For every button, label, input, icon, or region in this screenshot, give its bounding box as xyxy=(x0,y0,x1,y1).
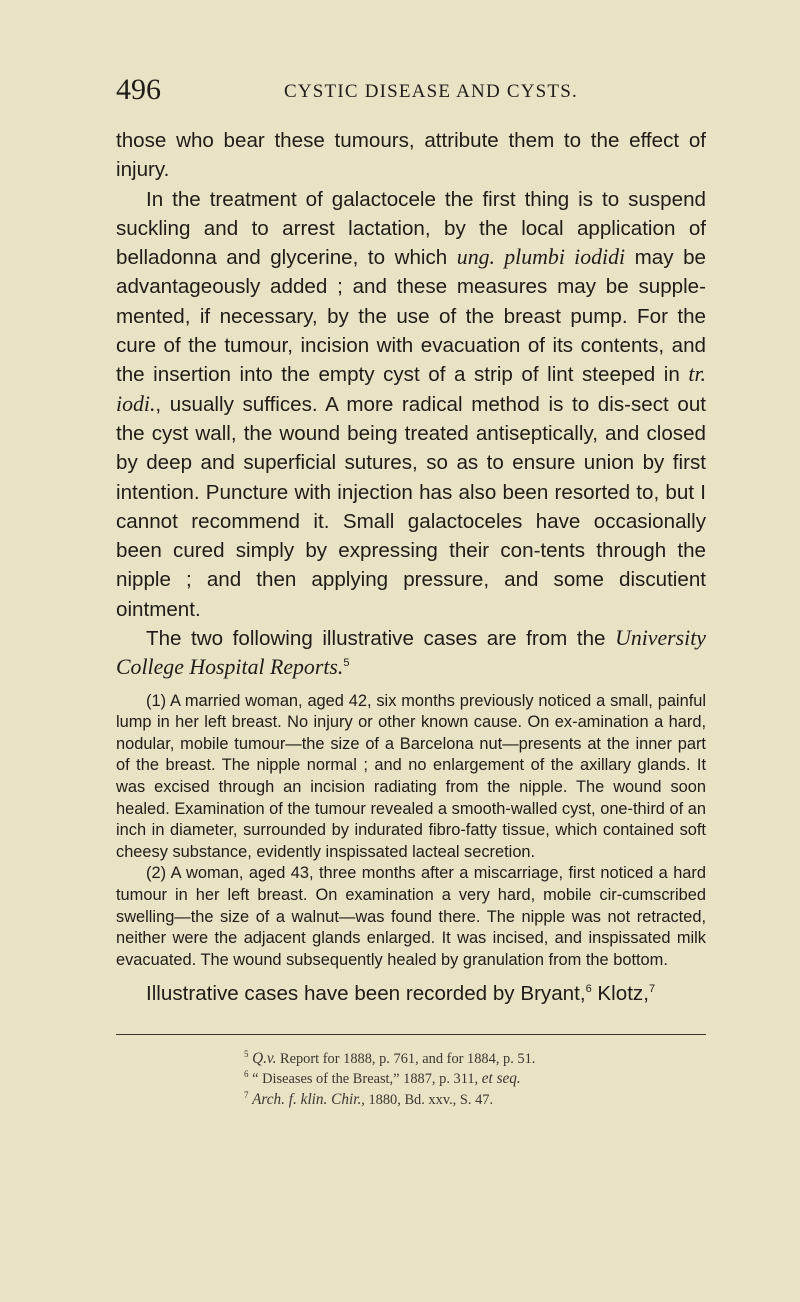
paragraph-recorded-cases xyxy=(116,979,706,1008)
case-report-2 xyxy=(116,863,706,971)
case-text: (2) A woman, aged 43, three months after a miscarriage, first noticed a hard tumour in her left breast. On examination a very hard, mobile cir-cumscribed swelling—the size of a walnut—was found there. The nipple was not retracted, neither were the adjacent glands enlarged. It was incised, and inspissated milk evacuated. The wound subsequently healed by granulation from the bottom. xyxy=(116,864,706,969)
footnote-divider xyxy=(116,1034,706,1035)
footnote-ref: 6 xyxy=(585,983,592,996)
footnote-text: Report for 1888, p. 761, and for 1884, p. 51. xyxy=(276,1050,536,1067)
footnote-6 xyxy=(244,1069,706,1090)
footnote-mark: 7 xyxy=(244,1089,249,1100)
case-text: (1) A married woman, aged 42, six months previously noticed a small, painful lump in her left breast. No injury or other known cause. On ex-amination a hard, nodular, mobile tumour—the size of a Barcelona nut—presents at the inner part of the breast. The nipple normal ; and no enlargement of the axillary glands. It was excised through an incision radiating from the nipple. The wound soon healed. Examination of the tumour revealed a smooth-walled cyst, one-third of an inch in diameter, surrounded by indurated fibro-fatty tissue, which contained soft cheesy substance, evidently inspissated lacteal secretion. xyxy=(116,691,706,861)
paragraph-text: Illustrative cases have been recorded by Bryant, xyxy=(146,982,586,1006)
case-reports xyxy=(116,691,706,972)
footnote-7 xyxy=(244,1090,706,1111)
book-page xyxy=(116,72,706,1110)
italic-term: tr. iodi. xyxy=(116,362,706,416)
body-text xyxy=(116,126,706,1009)
footnote-italic: Q.v. xyxy=(252,1049,277,1067)
footnote-italic: Arch. f. klin. Chir. xyxy=(252,1090,362,1108)
paragraph-text: may be advantageously added ; and these measures may be supple-mented, if necessary, by the use of the breast pump. For the cure of the tumour, incision with evacuation of its contents, and the insertion into the empty cyst of a strip of lint steeped in xyxy=(116,246,706,387)
paragraph-cases-intro xyxy=(116,624,706,683)
paragraph-text: The two following illustrative cases are from the xyxy=(146,627,616,651)
italic-citation: University College Hospital Reports. xyxy=(116,626,706,680)
footnote-ref: 5 xyxy=(343,657,350,670)
footnote-ref: 7 xyxy=(648,983,656,996)
footnote-text: “ Diseases of the Breast,” 1887, p. 311, xyxy=(248,1071,482,1088)
footnote-italic: et seq. xyxy=(481,1070,521,1088)
paragraph-text: , usually suffices. A more radical method is to dis-sect out the cyst wall, the wound being treated antiseptically, and closed by deep and superficial sutures, so as to ensure union by first intention. Puncture with injection has also been resorted to, but I cannot recommend it. Small galactoceles have occasionally been cured simply by expressing their con-tents through the nipple ; and then applying pressure, and some discutient ointment. xyxy=(116,392,706,621)
paragraph-text: those who bear these tumours, attribute them to the effect of injury. xyxy=(116,129,706,182)
paragraph-text: Klotz, xyxy=(591,982,649,1006)
case-report-1 xyxy=(116,691,706,864)
running-title: CYSTIC DISEASE AND CYSTS. xyxy=(284,81,578,102)
italic-term: ung. plumbi iodidi xyxy=(456,245,626,270)
paragraph-treatment xyxy=(116,185,706,624)
footnote-5 xyxy=(244,1049,706,1070)
paragraph-injury xyxy=(116,126,706,185)
page-number: 496 xyxy=(116,73,161,106)
footnote-mark: 5 xyxy=(244,1048,249,1059)
paragraph-text: In the treatment of galactocele the first thing is to suspend suckling and to arrest lactation, by the local application of belladonna and glycerine, to which xyxy=(116,187,706,270)
footnotes xyxy=(116,1049,706,1111)
footnote-mark: 6 xyxy=(244,1069,249,1080)
footnote-text: , 1880, Bd. xxv., S. 47. xyxy=(361,1091,494,1108)
page-header xyxy=(116,72,706,112)
